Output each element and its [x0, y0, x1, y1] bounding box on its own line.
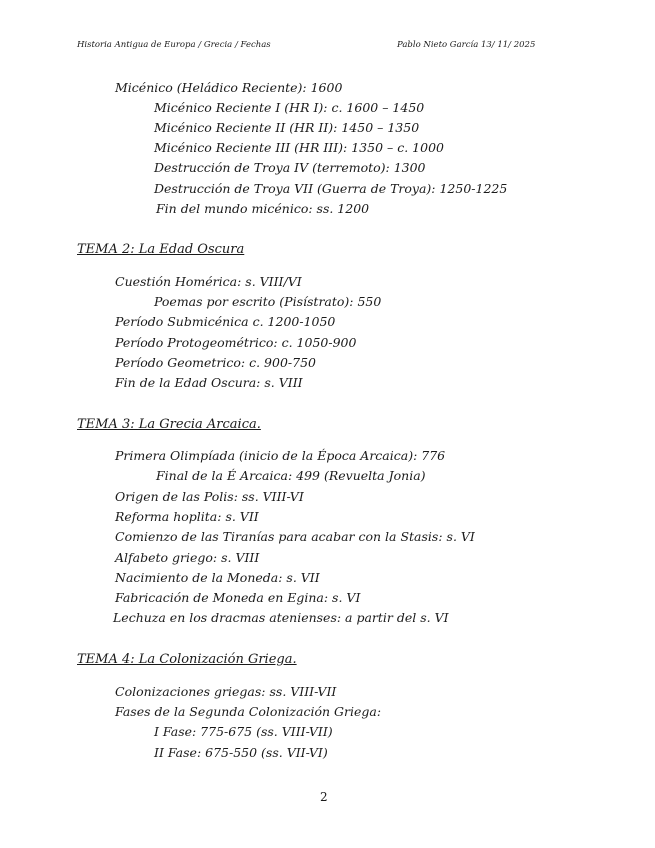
micenico-item: Micénico Reciente I (HR I): c. 1600 – 1450 — [154, 100, 425, 115]
tema4-item: Fases de la Segunda Colonización Griega: — [115, 704, 382, 719]
tema3-item: Fabricación de Moneda en Egina: s. VI — [115, 590, 361, 605]
tema4-item: II Fase: 675-550 (ss. VII-VI) — [154, 745, 328, 760]
tema3-item: Final de la É Arcaica: 499 (Revuelta Jonia) — [156, 468, 426, 483]
section-title-tema3: TEMA 3: La Grecia Arcaica. — [77, 417, 261, 432]
tema2-item: Cuestión Homérica: s. VIII/VI — [115, 274, 302, 289]
page-number: 2 — [320, 790, 328, 804]
tema3-item: Primera Olimpíada (inicio de la Época Arcaica): 776 — [115, 448, 446, 463]
tema4-item: I Fase: 775-675 (ss. VIII-VII) — [154, 724, 333, 739]
micenico-item: Destrucción de Troya VII (Guerra de Troya): 1250-1225 — [154, 181, 508, 196]
tema3-item: Lechuza en los dracmas atenienses: a partir del s. VI — [113, 610, 449, 625]
tema4-item: Colonizaciones griegas: ss. VIII-VII — [115, 684, 337, 699]
micenico-item: Micénico Reciente III (HR III): 1350 – c. 1000 — [154, 140, 444, 155]
tema2-item: Fin de la Edad Oscura: s. VIII — [115, 375, 303, 390]
header-course: Historia Antigua de Europa / Grecia / Fechas — [77, 40, 271, 50]
tema2-item: Período Protogeométrico: c. 1050-900 — [115, 335, 357, 350]
micenico-heading: Micénico (Heládico Reciente): 1600 — [115, 80, 343, 95]
tema3-item: Comienzo de las Tiranías para acabar con la Stasis: s. VI — [115, 529, 475, 544]
section-title-tema4: TEMA 4: La Colonización Griega. — [77, 652, 297, 667]
tema3-item: Nacimiento de la Moneda: s. VII — [115, 570, 320, 585]
tema3-item: Alfabeto griego: s. VIII — [115, 550, 260, 565]
header-author-date: Pablo Nieto García 13/ 11/ 2025 — [397, 40, 536, 50]
tema3-item: Reforma hoplita: s. VII — [115, 509, 259, 524]
tema2-item: Período Geometrico: c. 900-750 — [115, 355, 317, 370]
micenico-item: Destrucción de Troya IV (terremoto): 1300 — [154, 160, 426, 175]
micenico-item: Micénico Reciente II (HR II): 1450 – 1350 — [154, 120, 420, 135]
micenico-item: Fin del mundo micénico: ss. 1200 — [156, 201, 370, 216]
tema2-item: Poemas por escrito (Pisístrato): 550 — [154, 294, 382, 309]
tema2-item: Período Submicénica c. 1200-1050 — [115, 314, 336, 329]
tema3-item: Origen de las Polis: ss. VIII-VI — [115, 489, 304, 504]
section-title-tema2: TEMA 2: La Edad Oscura — [77, 242, 245, 257]
